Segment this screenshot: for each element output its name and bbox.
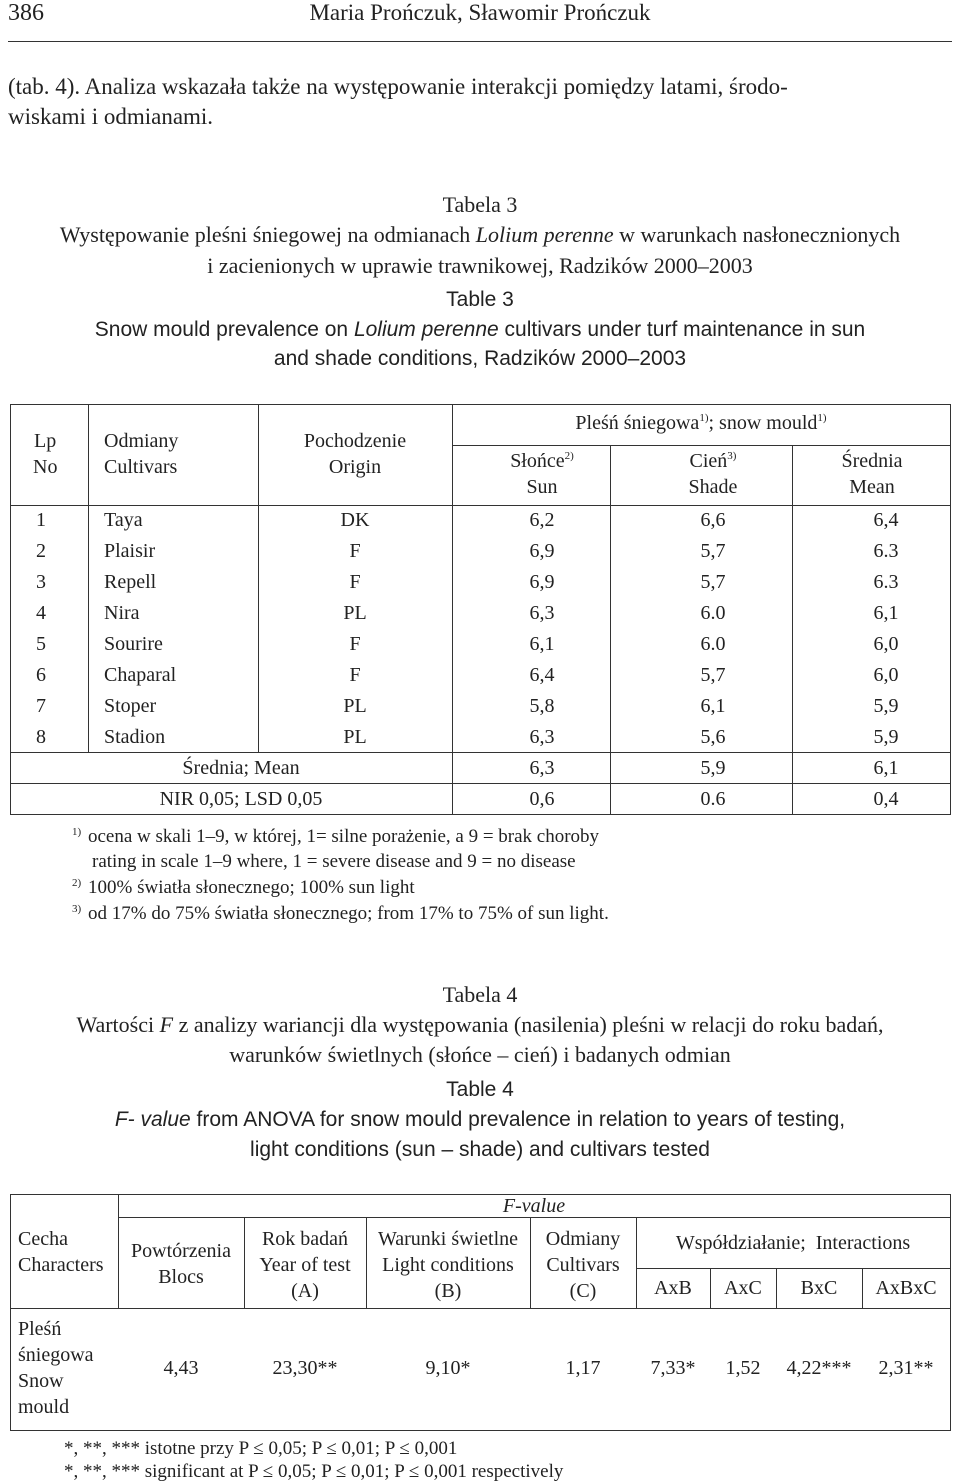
t4-head-warunki: Warunki świetlne <box>377 1228 519 1250</box>
t3-cell-mean: 6.3 <box>873 540 899 562</box>
t3-lsd-shade: 0.6 <box>700 788 726 810</box>
t4-left-rule <box>10 1194 11 1431</box>
t3-lsd-label: NIR 0,05; LSD 0,05 <box>159 788 323 810</box>
t4-head-cultivars: Cultivars <box>546 1254 620 1276</box>
t3-cell-shade: 5,7 <box>700 540 726 562</box>
t3-cell-mean: 5,9 <box>873 726 899 748</box>
t4-head-axb: AxB <box>654 1277 692 1299</box>
t3-head-cultivars: Cultivars <box>104 456 178 478</box>
t3-cell-lp: 7 <box>36 695 46 717</box>
table4-label-en: Table 4 <box>446 1078 514 1101</box>
table3-title-pl-2: i zacienionych w uprawie trawnikowej, Radzików 2000–2003 <box>207 253 753 278</box>
t3-mean-shade: 5,9 <box>700 757 726 779</box>
t3-fn3-sup: 3) <box>72 903 82 915</box>
t4-right-rule <box>950 1194 951 1431</box>
intro-line-1: (tab. 4). Analiza wskazała także na występowanie interakcji pomiędzy latami, środo- <box>8 74 788 99</box>
table3-label-pl: Tabela 3 <box>442 192 518 217</box>
t3-head-group <box>452 412 950 435</box>
t4-note-pl: *, **, *** istotne przy P ≤ 0,05; P ≤ 0,01; P ≤ 0,001 <box>64 1438 458 1459</box>
t3-cell-lp: 1 <box>36 509 46 531</box>
table3-title-en-1a: Snow mould prevalence on <box>94 318 354 341</box>
t3-fn1-sup: 1) <box>72 826 82 838</box>
t3-cell-sun: 6,2 <box>529 509 555 531</box>
t4-row-label-3: Snow <box>18 1370 64 1392</box>
table4-title-en-2: light conditions (sun – shade) and cultivars tested <box>250 1138 710 1161</box>
t4-head-bottom-rule <box>10 1308 950 1309</box>
t3-cell-lp: 4 <box>36 602 46 624</box>
t4-head-b: (B) <box>434 1280 462 1302</box>
t3-cell-name: Stoper <box>104 695 157 717</box>
t3-head-sun: Sun <box>526 476 558 498</box>
table3-title-en-2: and shade conditions, Radzików 2000–2003 <box>273 347 687 370</box>
t3-cell-name: Plaisir <box>104 540 156 562</box>
t3-left-rule <box>10 404 11 815</box>
t3-cell-mean: 6.3 <box>873 571 899 593</box>
table3-title-pl-1 <box>0 222 960 248</box>
t4-row-label-4: mould <box>18 1396 70 1418</box>
header-rule <box>8 41 952 42</box>
t3-cell-sun: 6,9 <box>529 540 555 562</box>
t3-cell-mean: 6,4 <box>873 509 899 531</box>
t3-head-srednia: Średnia <box>841 450 903 472</box>
t4-val-year: 23,30** <box>272 1357 338 1379</box>
t4-val-cultivars: 1,17 <box>565 1357 601 1379</box>
table4-title-pl-2: warunków świetlnych (słońce – cień) i badanych odmian <box>229 1042 731 1067</box>
t4-head-blocs: Blocs <box>158 1266 204 1288</box>
t3-fn2: 100% światła słonecznego; 100% sun light <box>88 877 415 898</box>
t3-mean-sun: 6,3 <box>529 757 555 779</box>
t3-cell-name: Repell <box>104 571 157 593</box>
t3-head-group-sup1: 1) <box>699 412 709 425</box>
t3-lsd-sun: 0,6 <box>529 788 555 810</box>
t4-interact-rule <box>636 1268 950 1269</box>
t3-cell-name: Sourire <box>104 633 163 655</box>
t3-col-rule-1 <box>88 404 89 753</box>
t3-lsd-mean: 0,4 <box>873 788 899 810</box>
t3-top-rule <box>10 404 950 405</box>
running-header-authors: Maria Prończuk, Sławomir Prończuk <box>309 0 651 25</box>
t4-head-bxc: BxC <box>800 1277 838 1299</box>
t3-mean-label: Średnia; Mean <box>182 757 300 779</box>
t3-head-group-pl: Pleśń śniegowa <box>575 412 700 434</box>
table3-title-pl-1b: w warunkach nasłonecznionych <box>613 222 901 247</box>
t4-val-axbxc: 2,31** <box>878 1357 934 1379</box>
t4-head-fvalue-text: F-value <box>502 1195 566 1217</box>
t3-cell-name: Taya <box>104 509 143 531</box>
t3-head-origin: Origin <box>328 456 382 478</box>
page-number: 386 <box>8 0 44 26</box>
t3-bottom-rule <box>10 814 950 815</box>
t3-cell-sun: 6,3 <box>529 602 555 624</box>
t3-cell-shade: 5,7 <box>700 664 726 686</box>
t3-cell-shade: 5,6 <box>700 726 726 748</box>
table3-title-en-1b: cultivars under turf maintenance in sun <box>498 318 866 341</box>
table3-label-en: Table 3 <box>446 288 514 311</box>
t4-head-rok: Rok badań <box>261 1228 349 1250</box>
t4-head-characters: Characters <box>18 1254 104 1276</box>
t3-head-group-sup2: 1) <box>817 412 827 425</box>
t4-head-light: Light conditions <box>382 1254 514 1276</box>
t3-cell-origin: PL <box>343 695 367 717</box>
t4-val-axb: 7,33* <box>650 1357 696 1379</box>
table4-title-en-1-italic: F- value <box>114 1108 191 1131</box>
t3-cell-lp: 3 <box>36 571 46 593</box>
t3-head-shade: Shade <box>688 476 738 498</box>
t3-fn2-sup: 2) <box>72 877 82 889</box>
t3-cell-name: Chaparal <box>104 664 177 686</box>
t4-head-odmiany: Odmiany <box>545 1228 621 1250</box>
t3-cell-name: Nira <box>104 602 140 624</box>
table4-title-en-1b: from ANOVA for snow mould prevalence in relation to years of testing, <box>190 1108 846 1131</box>
t3-head-mean: Mean <box>849 476 895 498</box>
t4-head-fvalue <box>118 1195 950 1218</box>
t3-cell-lp: 8 <box>36 726 46 748</box>
t3-cell-shade: 5,7 <box>700 571 726 593</box>
t3-head-cien <box>610 450 816 473</box>
t4-row-label-1: Pleśń <box>18 1318 62 1340</box>
t3-cell-sun: 6,9 <box>529 571 555 593</box>
t3-group-rule <box>452 445 950 446</box>
t3-cell-shade: 6,6 <box>700 509 726 531</box>
t3-head-no: No <box>33 456 58 478</box>
t4-head-axc: AxC <box>724 1277 762 1299</box>
table4-title-en-1 <box>0 1108 960 1132</box>
t4-head-axbxc: AxBxC <box>875 1277 937 1299</box>
table4-title-pl-1a: Wartości <box>76 1012 160 1037</box>
t3-cell-lp: 2 <box>36 540 46 562</box>
t3-cell-mean: 6,0 <box>873 633 899 655</box>
t3-cell-sun: 5,8 <box>529 695 555 717</box>
t3-fn1a: ocena w skali 1–9, w której, 1= silne porażenie, a 9 = brak choroby <box>88 826 600 847</box>
t3-cell-sun: 6,3 <box>529 726 555 748</box>
t3-cell-lp: 5 <box>36 633 46 655</box>
t4-row-label-2: śniegowa <box>18 1344 94 1366</box>
table3-title-en-1-italic: Lolium perenne <box>353 318 499 341</box>
t4-head-interactions: Współdziałanie; Interactions <box>675 1232 911 1254</box>
t3-cell-sun: 6,1 <box>529 633 555 655</box>
t4-head-powt: Powtórzenia <box>131 1240 231 1262</box>
t3-head-slonce-sup: 2) <box>564 450 574 463</box>
t4-bottom-rule <box>10 1430 950 1431</box>
t3-cell-shade: 6.0 <box>700 633 726 655</box>
t4-val-blocs: 4,43 <box>163 1357 199 1379</box>
t3-cell-origin: F <box>349 633 361 655</box>
t3-head-lp: Lp <box>34 430 57 452</box>
t3-cell-mean: 6,0 <box>873 664 899 686</box>
t3-cell-mean: 6,1 <box>873 602 899 624</box>
t3-cell-lp: 6 <box>36 664 46 686</box>
t3-fn1b: rating in scale 1–9 where, 1 = severe disease and 9 = no disease <box>92 851 576 872</box>
t3-cell-origin: F <box>349 540 361 562</box>
t3-cell-origin: F <box>349 571 361 593</box>
table4-title-pl-1b: z analizy wariancji dla występowania (nasilenia) pleśni w relacji do roku badań, <box>173 1012 884 1037</box>
t4-note-en: *, **, *** significant at P ≤ 0,05; P ≤ 0,01; P ≤ 0,001 respectively <box>64 1461 564 1482</box>
t4-val-light: 9,10* <box>425 1357 471 1379</box>
t3-cell-name: Stadion <box>104 726 166 748</box>
intro-line-2: wiskami i odmianami. <box>8 104 214 129</box>
table4-title-pl-1-italic: F <box>159 1012 174 1037</box>
t3-head-slonce <box>452 450 632 473</box>
t4-val-axc: 1,52 <box>725 1357 761 1379</box>
t3-cell-origin: PL <box>343 726 367 748</box>
table3-title-pl-1-italic: Lolium perenne <box>475 222 614 247</box>
t3-head-slonce-text: Słońce <box>510 450 565 472</box>
t3-cell-origin: DK <box>340 509 370 531</box>
t3-head-pochodzenie: Pochodzenie <box>303 430 407 452</box>
t3-cell-origin: F <box>349 664 361 686</box>
t3-head-odmiany: Odmiany <box>104 430 179 452</box>
t3-head-cien-text: Cień <box>689 450 728 472</box>
table3-title-en-1 <box>0 318 960 342</box>
t4-head-a: (A) <box>291 1280 319 1302</box>
t3-cell-shade: 6,1 <box>700 695 726 717</box>
t3-mean-mean: 6,1 <box>873 757 899 779</box>
table4-label-pl: Tabela 4 <box>442 982 518 1007</box>
table4-title-pl-1 <box>0 1012 960 1038</box>
t3-body-rule <box>10 752 950 753</box>
t3-fn3: od 17% do 75% światła słonecznego; from 17% to 75% of sun light. <box>88 903 609 924</box>
t4-head-c: (C) <box>569 1280 597 1302</box>
t3-mean-rule <box>10 783 950 784</box>
t4-head-cecha: Cecha <box>18 1228 68 1250</box>
t4-head-year: Year of test <box>259 1254 351 1276</box>
t4-val-bxc: 4,22*** <box>786 1357 852 1379</box>
t3-head-bottom-rule <box>10 505 950 506</box>
t3-head-cien-sup: 3) <box>727 450 737 463</box>
t3-cell-sun: 6,4 <box>529 664 555 686</box>
t3-cell-origin: PL <box>343 602 367 624</box>
t3-head-group-en: ; snow mould <box>708 412 818 434</box>
table3-title-pl-1a: Występowanie pleśni śniegowej na odmianach <box>59 222 476 247</box>
t3-cell-mean: 5,9 <box>873 695 899 717</box>
t3-cell-shade: 6.0 <box>700 602 726 624</box>
